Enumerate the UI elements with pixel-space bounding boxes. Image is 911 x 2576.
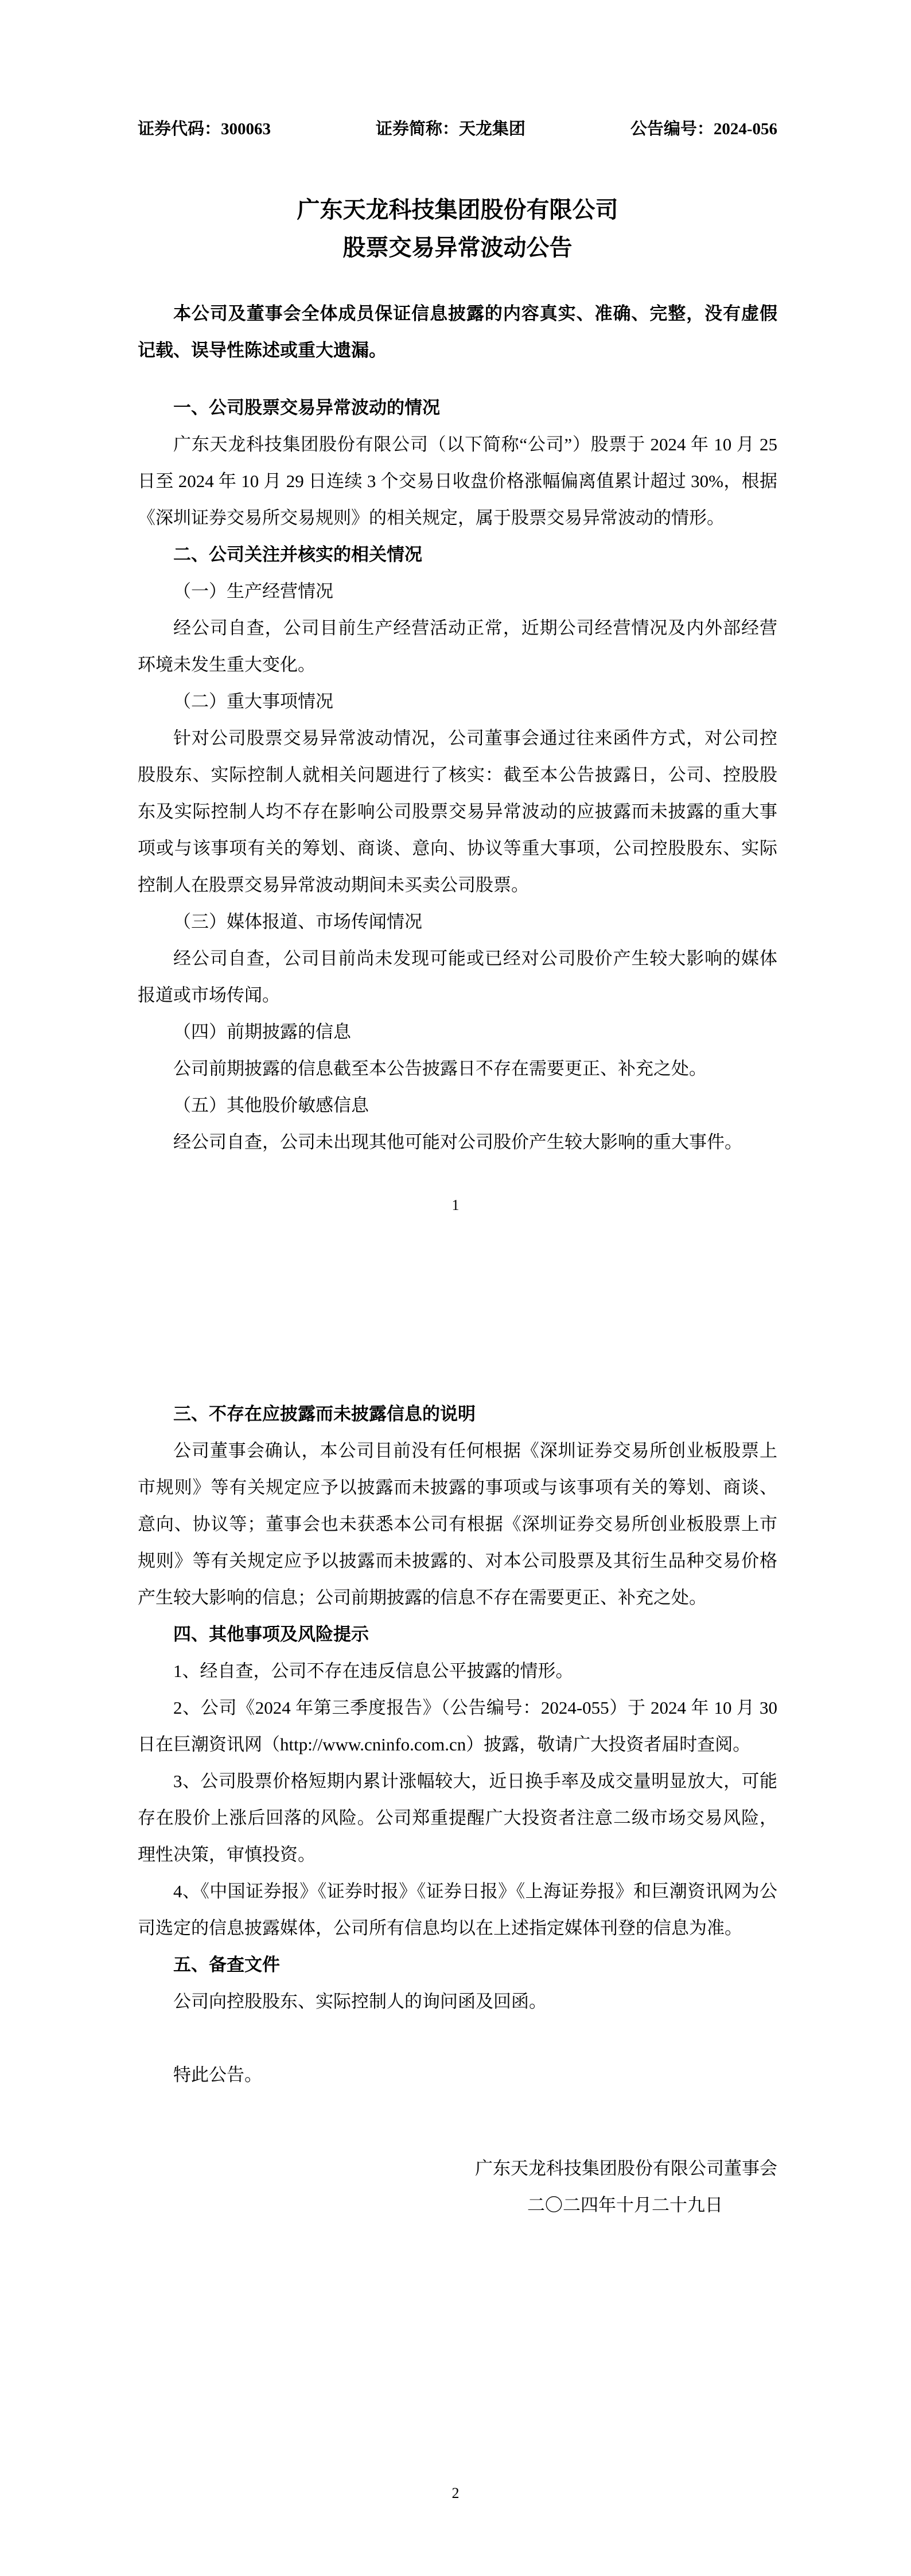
section-2-sub-5-paragraph: 经公司自查，公司未出现其他可能对公司股价产生较大影响的重大事件。 <box>173 1132 742 1152</box>
stock-name-label: 证券简称：天龙集团 <box>375 120 525 138</box>
section-4-item-2: 2、公司《2024 年第三季度报告》（公告编号：2024-055）于 2024 年 10 月 30 日在巨潮资讯网（http://www.cninfo.com.cn）披露，敬请广大投资者届时查阅。 <box>138 1698 777 1754</box>
section-2-sub-2-paragraph: 针对公司股票交易异常波动情况，公司董事会通过往来函件方式，对公司控股股东、实际控制人就相关问题进行了核实：截至本公告披露日，公司、控股股东及实际控制人均不存在影响公司股票交易异常波动的应披露而未披露的重大事项或与该事项有关的筹划、商谈、意向、协议等重大事项，公司控股股东、实际控制人在股票交易异常波动期间未买卖公司股票。 <box>138 728 777 895</box>
page-number-2: 2 <box>451 2485 460 2501</box>
section-2-sub-4-paragraph: 公司前期披露的信息截至本公告披露日不存在需要更正、补充之处。 <box>173 1059 707 1079</box>
section-1-heading: 一、公司股票交易异常波动的情况 <box>173 398 440 418</box>
section-3-paragraph: 公司董事会确认，本公司目前没有任何根据《深圳证券交易所创业板股票上市规则》等有关规定应予以披露而未披露的事项或与该事项有关的筹划、商谈、意向、协议等；董事会也未获悉本公司有根据《深圳证券交易所创业板股票上市规则》等有关规定应予以披露而未披露的、对本公司股票及其衍生品种交易价格产生较大影响的信息；公司前期披露的信息不存在需要更正、补充之处。 <box>138 1441 777 1608</box>
section-4-item-4: 4、《中国证券报》《证券时报》《证券日报》《上海证券报》和巨潮资讯网为公司选定的信息披露媒体，公司所有信息均以在上述指定媒体刊登的信息为准。 <box>138 1881 777 1938</box>
notice-number-label: 公告编号：2024-056 <box>630 120 777 138</box>
section-5-paragraph: 公司向控股股东、实际控制人的询问函及回函。 <box>173 1991 547 2011</box>
securities-header <box>138 0 777 141</box>
section-5-heading: 五、备查文件 <box>173 1955 280 1975</box>
section-2-sub-2-heading: （二）重大事项情况 <box>173 691 333 711</box>
section-4-heading: 四、其他事项及风险提示 <box>173 1624 369 1644</box>
section-2-sub-4-heading: （四）前期披露的信息 <box>173 1022 351 1042</box>
section-4-item-1: 1、经自查，公司不存在违反信息公平披露的情形。 <box>173 1661 574 1681</box>
section-2-heading: 二、公司关注并核实的相关情况 <box>173 544 422 565</box>
board-statement: 本公司及董事会全体成员保证信息披露的内容真实、准确、完整，没有虚假记载、误导性陈述或重大遗漏。 <box>138 303 777 360</box>
page-number-1: 1 <box>451 1197 460 1213</box>
section-2-sub-1-paragraph: 经公司自查，公司目前生产经营活动正常，近期公司经营情况及内外部经营环境未发生重大变化。 <box>138 618 777 675</box>
page-2-body <box>138 1288 777 2224</box>
section-2-sub-1-heading: （一）生产经营情况 <box>173 581 333 601</box>
section-4-item-3: 3、公司股票价格短期内累计涨幅较大，近日换手率及成交量明显放大，可能存在股价上涨后回落的风险。公司郑重提醒广大投资者注意二级市场交易风险，理性决策，审慎投资。 <box>138 1771 777 1865</box>
section-2-sub-3-paragraph: 经公司自查，公司目前尚未发现可能或已经对公司股价产生较大影响的媒体报道或市场传闻。 <box>138 948 777 1005</box>
signature-block <box>138 2150 777 2224</box>
company-name-title: 广东天龙科技集团股份有限公司 <box>297 197 618 223</box>
section-3-heading: 三、不存在应披露而未披露信息的说明 <box>173 1404 476 1424</box>
section-2-sub-5-heading: （五）其他股价敏感信息 <box>173 1095 369 1115</box>
announcement-type-title: 股票交易异常波动公告 <box>342 235 573 260</box>
signature-date: 二〇二四年十月二十九日 <box>527 2195 723 2215</box>
document-title <box>138 191 777 267</box>
section-1-paragraph: 广东天龙科技集团股份有限公司（以下简称“公司”）股票于 2024 年 10 月 25 日至 2024 年 10 月 29 日连续 3 个交易日收盘价格涨幅偏离值累计超过 30%，根据《深圳证券交易所交易规则》的相关规定，属于股票交易异常波动的情形。 <box>138 434 777 528</box>
signature-company: 广东天龙科技集团股份有限公司董事会 <box>475 2158 777 2178</box>
section-2-sub-3-heading: （三）媒体报道、市场传闻情况 <box>173 912 422 932</box>
closing-remark: 特此公告。 <box>173 2065 262 2085</box>
stock-code-label: 证券代码：300063 <box>138 120 271 138</box>
page-2 <box>0 1288 911 2576</box>
